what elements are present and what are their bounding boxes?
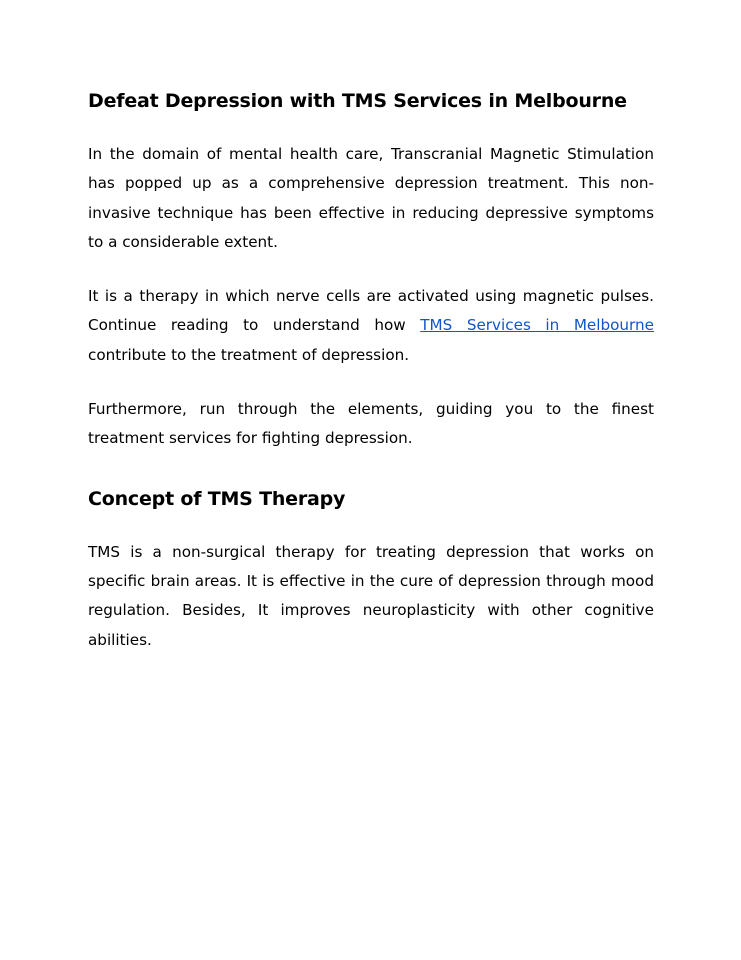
document-title: Defeat Depression with TMS Services in Melbourne [88, 90, 627, 112]
therapy-paragraph-text-before: It is a therapy in which nerve cells are activated using magnetic pulses. Continue reading to understand how [88, 287, 654, 335]
guidance-paragraph: Furthermore, run through the elements, guiding you to the finest treatment services for fighting depression. [88, 400, 654, 448]
section-heading: Concept of TMS Therapy [88, 487, 346, 510]
section-paragraph: TMS is a non-surgical therapy for treating depression that works on specific brain areas. It is effective in the cure of depression through mood regulation. Besides, It improves neuroplasticity with other cognitive abilities. [88, 542, 654, 649]
therapy-paragraph-text-after: contribute to the treatment of depression. [88, 345, 410, 364]
therapy-paragraph [88, 282, 654, 370]
tms-services-link[interactable]: TMS Services in Melbourne [420, 316, 654, 335]
document-body [88, 86, 654, 655]
intro-paragraph: In the domain of mental health care, Transcranial Magnetic Stimulation has popped up as a comprehensive depression treatment. This non-invasive technique has been effective in reducing depressive symptoms to a considerable extent. [88, 145, 654, 251]
